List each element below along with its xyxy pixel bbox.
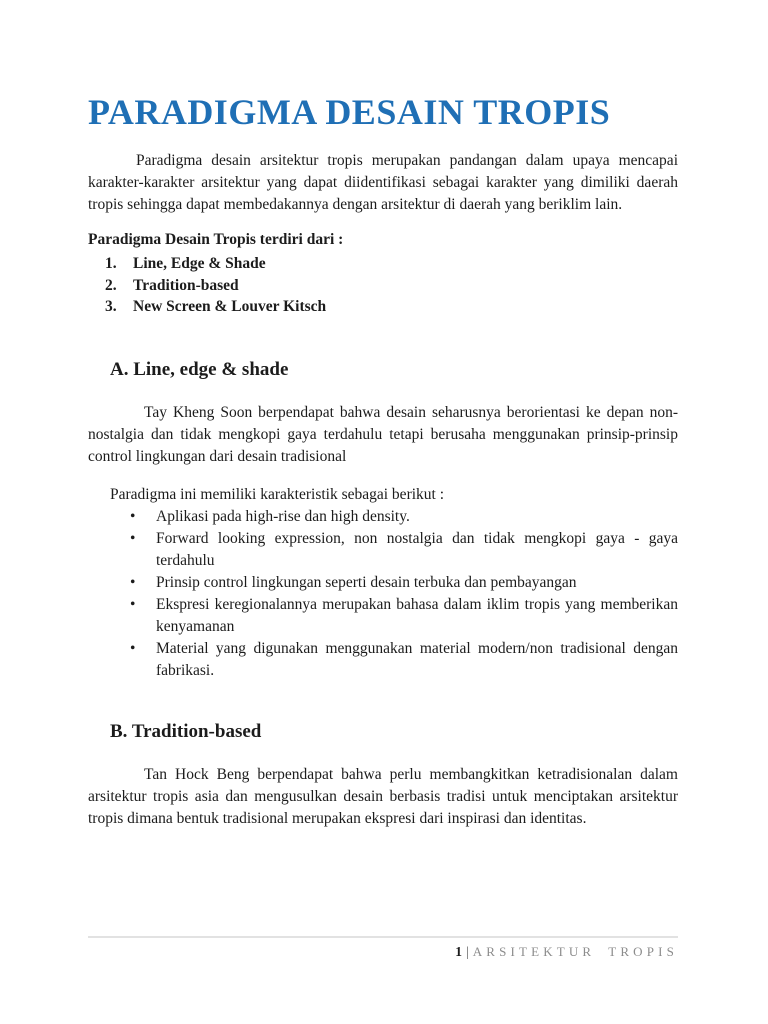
numbered-list-intro: Paradigma Desain Tropis terdiri dari :: [88, 231, 344, 248]
bullet-text: Prinsip control lingkungan seperti desain terbuka dan pembayangan: [156, 573, 577, 591]
characteristics-bullet-list: [88, 506, 678, 682]
bullet-item: [88, 528, 678, 572]
section-b-paragraph: Tan Hock Beng berpendapat bahwa perlu membangkitkan ketradisionalan dalam arsitektur tropis asia dan mengusulkan desain berbasis tradisi untuk menciptakan arsitektur tropis dimana bentuk tradisional merupakan ekspresi dari inspirasi dan identitas.: [88, 765, 678, 827]
section-a-heading: A. Line, edge & shade: [110, 358, 289, 380]
footer-document-title: ARSITEKTUR TROPIS: [472, 944, 678, 959]
bullet-item: [88, 572, 678, 594]
intro-paragraph: Paradigma desain arsitektur tropis merupakan pandangan dalam upaya mencapai karakter-karakter arsitektur yang dapat diidentifikasi sebagai karakter yang dimiliki daerah tropis sehingga dapat membedakannya dengan arsitektur di daerah yang beriklim lain.: [88, 152, 678, 213]
bullet-marker: •: [130, 507, 136, 525]
bullet-marker: •: [130, 529, 136, 547]
paradigma-numbered-list: [105, 253, 678, 318]
page-footer: [88, 936, 678, 961]
list-item: [105, 253, 678, 275]
list-item: [105, 275, 678, 297]
page-title: PARADIGMA DESAIN TROPIS: [88, 92, 611, 132]
footer-separator: |: [466, 944, 469, 959]
bullet-marker: •: [130, 573, 136, 591]
bullet-text: Forward looking expression, non nostalgia dan tidak mengkopi gaya - gaya terdahulu: [156, 529, 678, 569]
bullet-text: Aplikasi pada high-rise dan high density.: [156, 507, 410, 525]
bullet-marker: •: [130, 639, 136, 657]
bullet-text: Ekspresi keregionalannya merupakan bahasa dalam iklim tropis yang memberikan kenyamanan: [156, 595, 678, 635]
bullet-list-intro: Paradigma ini memiliki karakteristik sebagai berikut :: [110, 485, 445, 503]
bullet-marker: •: [130, 595, 136, 613]
list-item-label: Line, Edge & Shade: [133, 255, 266, 272]
list-item-label: Tradition-based: [133, 276, 239, 294]
list-item-number: 2.: [105, 276, 117, 294]
bullet-item: [88, 594, 678, 638]
section-b-heading: B. Tradition-based: [110, 720, 262, 742]
bullet-text: Material yang digunakan menggunakan material modern/non tradisional dengan fabrikasi.: [156, 639, 678, 679]
list-item-number: 3.: [105, 298, 117, 315]
list-item-number: 1.: [105, 255, 117, 272]
bullet-item: [88, 638, 678, 682]
section-a-paragraph: Tay Kheng Soon berpendapat bahwa desain seharusnya berorientasi ke depan non-nostalgia dan tidak mengkopi gaya terdahulu tetapi berusaha menggunakan prinsip-prinsip control lingkungan dari desain tradisional: [88, 403, 678, 465]
list-item-label: New Screen & Louver Kitsch: [133, 298, 327, 315]
list-item: [105, 296, 678, 318]
bullet-item: [88, 506, 678, 528]
footer-page-number: 1: [455, 944, 463, 959]
